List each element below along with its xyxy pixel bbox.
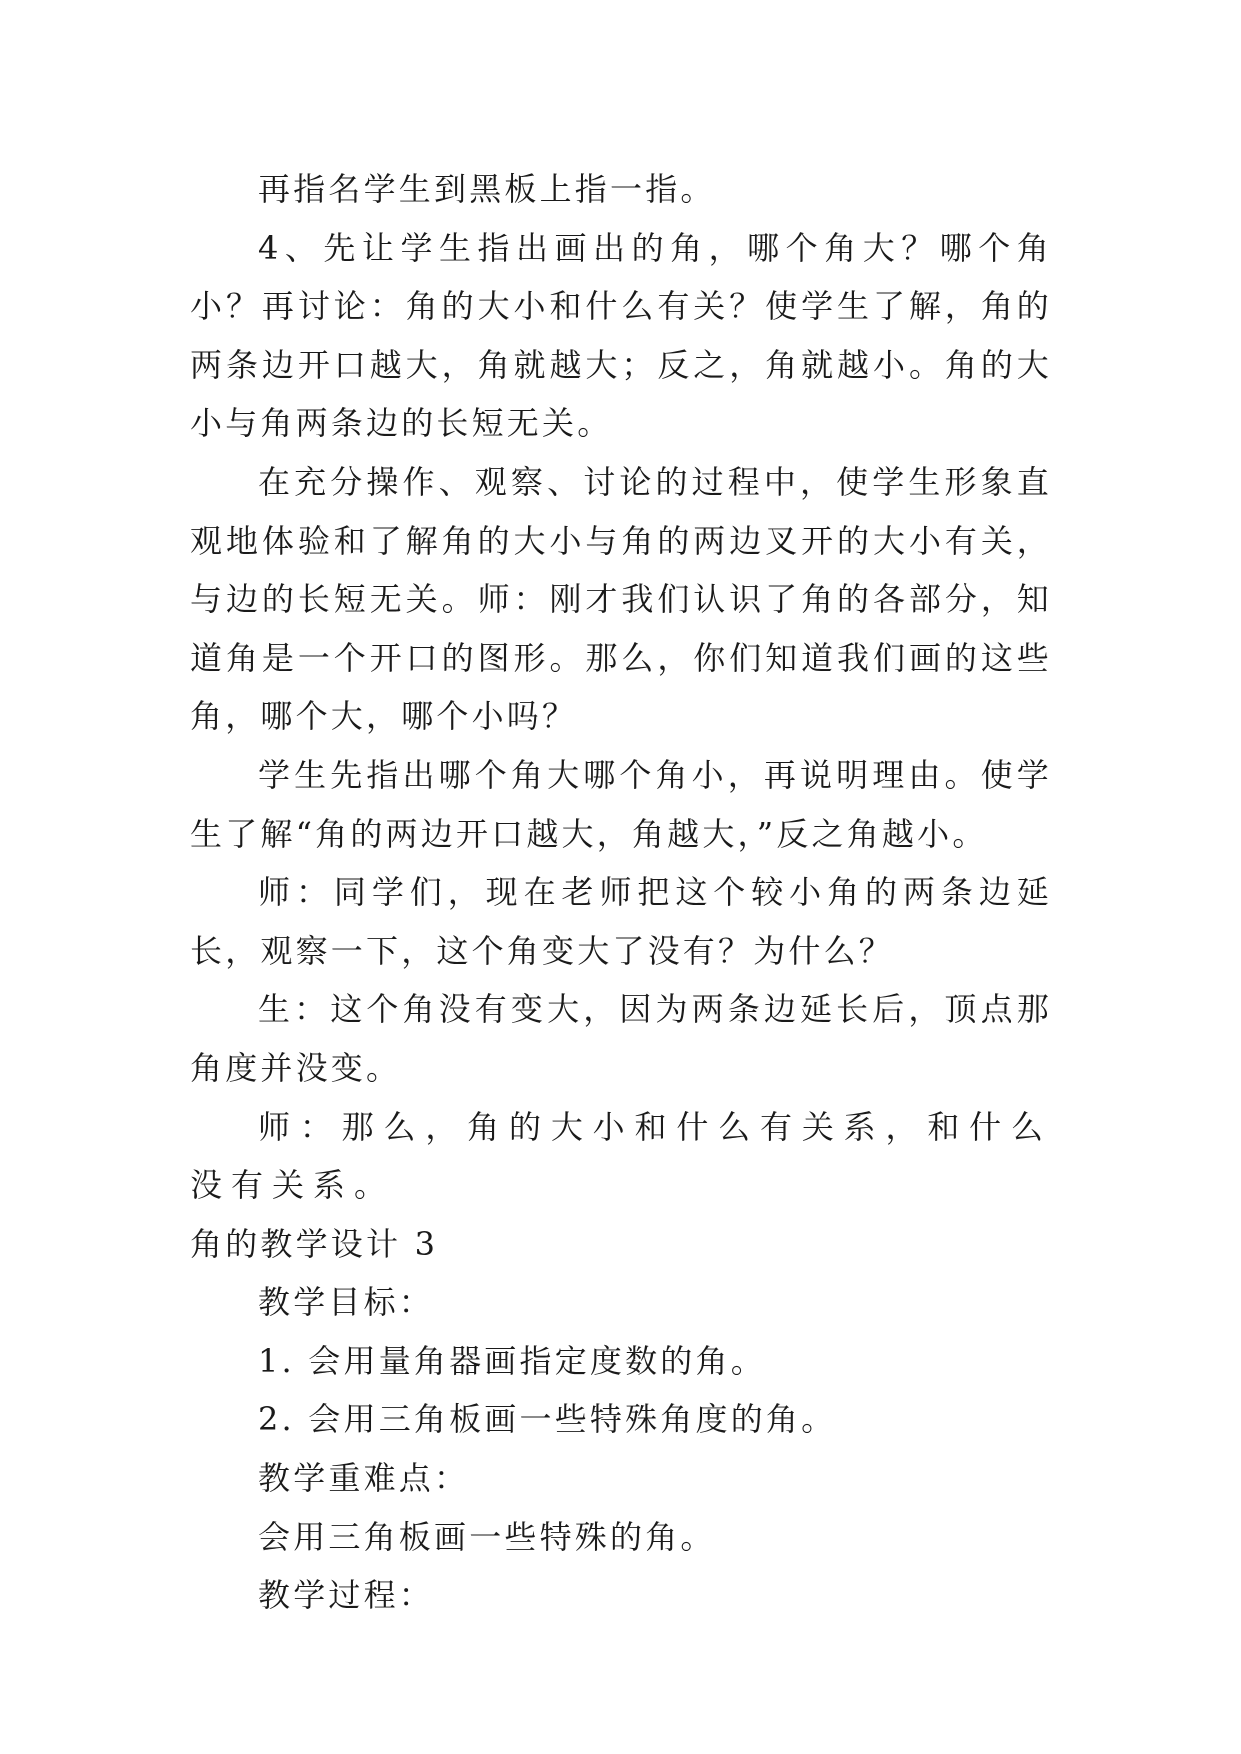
paragraph: 在充分操作、观察、讨论的过程中，使学生形象直观地体验和了解角的大小与角的两边叉开的大小有关，与边的长短无关。师：刚才我们认识了角的各部分，知道角是一个开口的图形。那么，你们知道我们画的这些角，哪个大，哪个小吗？ [190, 462, 1052, 736]
paragraph: 生：这个角没有变大，因为两条边延长后，顶点那角度并没变。 [190, 990, 1052, 1087]
paragraph: 师：那么，角的大小和什么有关系，和什么没有关系。 [190, 1107, 1052, 1205]
paragraph: 学生先指出哪个角大哪个角小，再说明理由。使学生了解“角的两边开口越大，角越大，”反之角越小。 [190, 755, 1052, 853]
list-item: 2. 会用三角板画一些特殊角度的角。 [258, 1400, 837, 1439]
paragraph: 会用三角板画一些特殊的角。 [258, 1517, 716, 1556]
section-heading: 角的教学设计 3 [190, 1224, 439, 1263]
paragraph: 教学过程： [258, 1576, 435, 1615]
paragraph: 教学目标： [258, 1283, 435, 1322]
document-body [190, 160, 1052, 1625]
list-item: 1. 会用量角器画指定度数的角。 [258, 1341, 766, 1380]
paragraph: 4、先让学生指出画出的角，哪个角大？哪个角小？再讨论：角的大小和什么有关？使学生了解，角的两条边开口越大，角就越大；反之，角就越小。角的大小与角两条边的长短无关。 [190, 228, 1052, 443]
paragraph: 教学重难点： [258, 1459, 470, 1498]
paragraph: 师：同学们，现在老师把这个较小角的两条边延长，观察一下，这个角变大了没有？为什么？ [190, 873, 1052, 970]
paragraph: 再指名学生到黑板上指一指。 [258, 170, 716, 208]
